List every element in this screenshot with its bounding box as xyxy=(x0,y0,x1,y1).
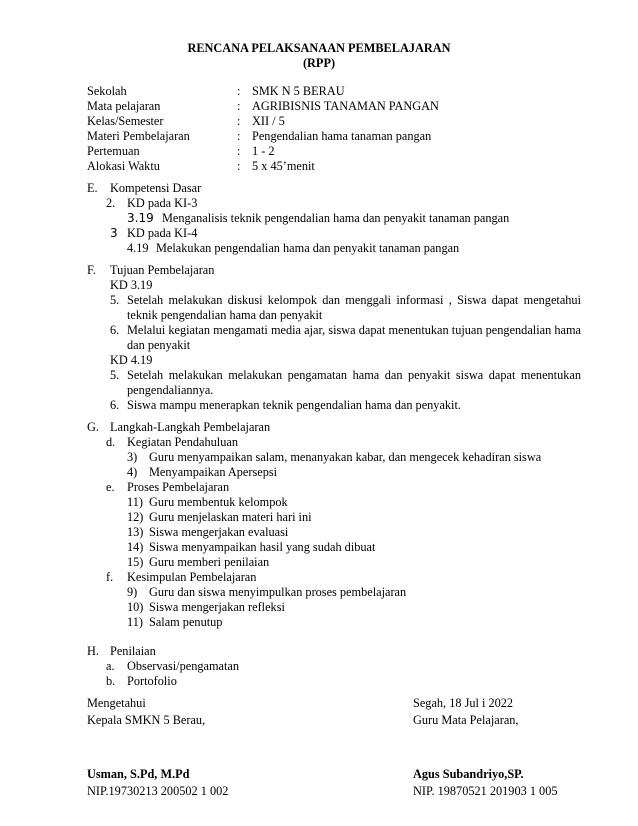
page-subtitle: (RPP) xyxy=(302,56,336,70)
identity-label-pertemuan: Pertemuan xyxy=(87,144,140,158)
section-marker: F. xyxy=(87,263,96,277)
step-item: Menyampaikan Apersepsi xyxy=(149,465,278,479)
list-number: 5. xyxy=(110,368,120,382)
kd-text: Melakukan pengendalian hama dan penyakit tanaman pangan xyxy=(156,241,460,255)
identity-value-sekolah: SMK N 5 BERAU xyxy=(252,84,345,98)
identity-colon: : xyxy=(237,159,241,173)
kd-number: 4.19 xyxy=(127,241,149,255)
signature-role: Guru Mata Pelajaran, xyxy=(413,713,519,727)
list-marker: b. xyxy=(106,674,116,688)
group-title: Proses Pembelajaran xyxy=(127,480,230,494)
step-number: 15) xyxy=(127,555,144,569)
step-item: Guru dan siswa menyimpulkan proses pembelajaran xyxy=(149,585,407,599)
identity-value-mapel: AGRIBISNIS TANAMAN PANGAN xyxy=(252,99,439,113)
identity-colon: : xyxy=(237,84,241,98)
identity-label-alokasi: Alokasi Waktu xyxy=(87,159,160,173)
signature-name: Agus Subandriyo,SP. xyxy=(413,767,524,781)
list-number: 6. xyxy=(110,398,120,412)
section-heading-kompetensi: Kompetensi Dasar xyxy=(110,181,202,195)
step-number: 14) xyxy=(127,540,144,554)
list-item: Portofolio xyxy=(127,674,177,688)
group-marker: f. xyxy=(106,570,114,584)
list-item: Setelah melakukan melakukan pengamatan hama dan penyakit siswa dapat menentukan pengendaliannya. xyxy=(127,368,581,397)
step-item: Siswa menyampaikan hasil yang sudah dibuat xyxy=(149,540,376,554)
step-number: 11) xyxy=(127,495,143,509)
identity-label-materi: Materi Pembelajaran xyxy=(87,129,190,143)
list-item: Melalui kegiatan mengamati media ajar, siswa dapat menentukan tujuan pengendalian hama dan penyakit xyxy=(127,323,581,352)
step-number: 12) xyxy=(127,510,144,524)
section-marker: H. xyxy=(87,644,99,658)
list-item: Siswa mampu menerapkan teknik pengendalian hama dan penyakit. xyxy=(127,398,461,412)
step-item: Siswa mengerjakan evaluasi xyxy=(149,525,289,539)
group-title: Kegiatan Pendahuluan xyxy=(127,435,238,449)
identity-label-mapel: Mata pelajaran xyxy=(87,99,161,113)
identity-colon: : xyxy=(237,99,241,113)
section-heading-tujuan: Tujuan Pembelajaran xyxy=(110,263,215,277)
list-marker: a. xyxy=(106,659,115,673)
section-marker: E. xyxy=(87,181,98,195)
step-number: 9) xyxy=(127,585,138,599)
list-marker: 3 xyxy=(110,226,118,240)
step-number: 3) xyxy=(127,450,138,464)
step-number: 4) xyxy=(127,465,138,479)
kd-label: KD pada KI-4 xyxy=(127,226,198,240)
signature-nip: NIP. 19870521 201903 1 005 xyxy=(413,784,558,798)
group-title: Kesimpulan Pembelajaran xyxy=(127,570,257,584)
identity-value-pertemuan: 1 - 2 xyxy=(252,144,275,158)
step-number: 10) xyxy=(127,600,144,614)
list-item: Observasi/pengamatan xyxy=(127,659,239,673)
section-marker: G. xyxy=(87,420,99,434)
identity-label-sekolah: Sekolah xyxy=(87,84,127,98)
signature-date: Segah, 18 Jul i 2022 xyxy=(413,696,514,710)
signature-nip: NIP.19730213 200502 1 002 xyxy=(87,784,229,798)
identity-value-alokasi: 5 x 45’menit xyxy=(252,159,315,173)
list-number: 5. xyxy=(110,293,120,307)
list-item: Setelah melakukan diskusi kelompok dan menggali informasi , Siswa dapat mengetahui teknik pengendalian hama dan penyakit xyxy=(127,293,581,322)
step-item: Guru memberi penilaian xyxy=(149,555,270,569)
kd-subheading: KD 4.19 xyxy=(110,353,153,367)
identity-colon: : xyxy=(237,114,241,128)
page-title: RENCANA PELAKSANAAN PEMBELAJARAN xyxy=(187,41,451,55)
step-item: Guru menyampaikan salam, menanyakan kabar, dan mengecek kehadiran siswa xyxy=(149,450,542,464)
step-item: Salam penutup xyxy=(149,615,223,629)
kd-label: KD pada KI-3 xyxy=(127,196,198,210)
identity-colon: : xyxy=(237,129,241,143)
signature-name: Usman, S.Pd, M.Pd xyxy=(87,767,190,781)
kd-number: 3.19 xyxy=(127,211,154,225)
signature-role: Kepala SMKN 5 Berau, xyxy=(87,713,206,727)
kd-subheading: KD 3.19 xyxy=(110,278,153,292)
step-item: Guru membentuk kelompok xyxy=(149,495,288,509)
identity-colon: : xyxy=(237,144,241,158)
list-number: 6. xyxy=(110,323,120,337)
group-marker: e. xyxy=(106,480,115,494)
identity-label-kelas: Kelas/Semester xyxy=(87,114,164,128)
step-item: Guru menjelaskan materi hari ini xyxy=(149,510,312,524)
step-item: Siswa mengerjakan refleksi xyxy=(149,600,285,614)
kd-text: Menganalisis teknik pengendalian hama dan penyakit tanaman pangan xyxy=(162,211,510,225)
identity-value-kelas: XII / 5 xyxy=(252,114,285,128)
step-number: 11) xyxy=(127,615,143,629)
group-marker: d. xyxy=(106,435,116,449)
list-marker: 2. xyxy=(106,196,116,210)
signature-caption: Mengetahui xyxy=(87,696,146,710)
section-heading-langkah: Langkah-Langkah Pembelajaran xyxy=(110,420,271,434)
step-number: 13) xyxy=(127,525,144,539)
identity-value-materi: Pengendalian hama tanaman pangan xyxy=(252,129,432,143)
section-heading-penilaian: Penilaian xyxy=(110,644,156,658)
